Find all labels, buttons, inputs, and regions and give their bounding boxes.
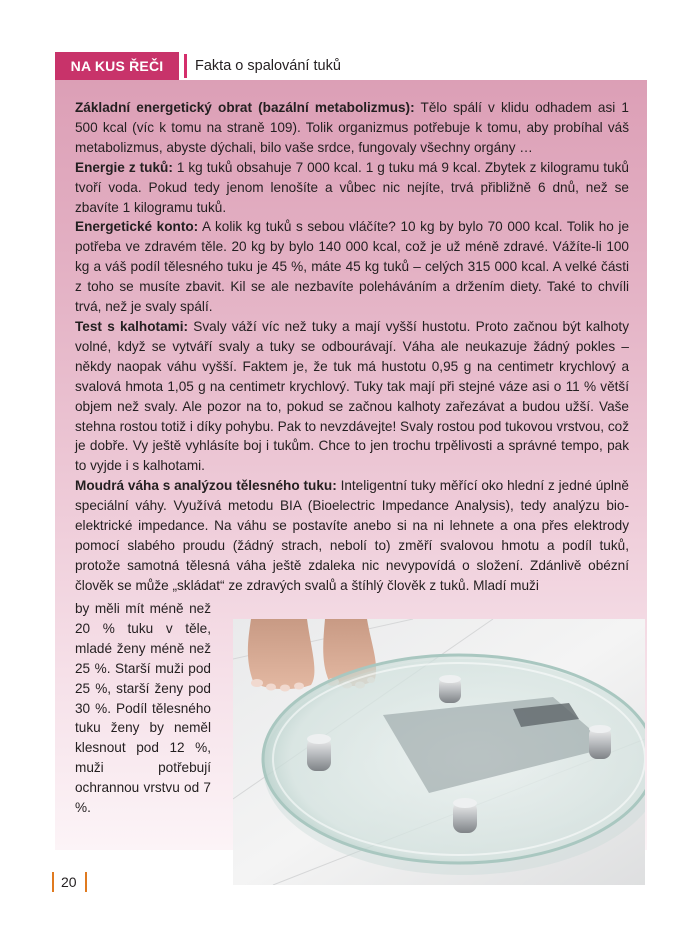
section-paragraph <box>75 98 629 158</box>
section-heading: Energie z tuků: <box>75 159 173 175</box>
section-paragraph <box>75 476 629 595</box>
article-body <box>75 98 629 596</box>
side-text-column <box>75 599 211 818</box>
section-text: Inteligentní tuky měřící oko hlední z jedné úplně speciální váhy. Využívá metodu BIA (Bioelectric Impedance Analysis), tedy analýzu bio-elektrické impedance. Na váhu se postavíte anebo si na ni lehnete a ona přes elektrody pomocí slabého proudu (žádný strach, nebolí to) změří svalovou hmotu a podíl tuků, protože samotná tělesná váha ještě zdaleka nic nevypovídá o složení. Zdánlivě obézní člověk se může „skládat“ ze zdravých svalů a štíhlý člověk z tuků. Mladí muži <box>75 478 629 593</box>
section-text: A kolik kg tuků s sebou vláčíte? 10 kg by bylo 70 000 kcal. Tolik ho je potřeba ve zdravém těle. 20 kg by bylo 140 000 kcal, což je už méně zdravé. Vážíte-li 100 kg a váš podíl tělesného tuku je 45 %, máte 45 kg tuků – celých 315 000 kcal. A velké části z toho se musíte zbavit. Kil se ale nezbavíte poleháváním a držením diety. Také to chvíli trvá, než je svaly spálí. <box>75 219 630 315</box>
section-text: Tělo spálí v klidu odhadem asi 1 500 kcal (víc k tomu na straně 109). Tolik organizmus potřebuje k tomu, aby probíhal váš metabolizmus, abyste dýchali, bilo vaše srdce, fungovaly všechny orgány … <box>75 100 629 155</box>
page-number-bar-right <box>85 872 87 892</box>
section-heading: Základní energetický obrat (bazální metabolizmus): <box>75 100 415 115</box>
page-title: Fakta o spalování tuků <box>195 58 341 74</box>
section-tag: NA KUS ŘEČI <box>55 52 179 80</box>
chapter-header <box>55 52 647 80</box>
header-divider <box>184 54 187 78</box>
section-heading: Moudrá váha s analýzou tělesného tuku: <box>75 478 337 494</box>
side-text: by měli mít méně než 20 % tuku v těle, mladé ženy méně než 25 %. Starší muži pod 25 %, starší ženy pod 30 %. Podíl tělesného tuku ženy by neměl klesnout pod 12 %, muži potřebují ochrannou vrstvu od 7 %. <box>75 601 211 816</box>
content-panel <box>55 80 647 850</box>
page-number-text: 20 <box>61 874 77 890</box>
scale-photo <box>233 619 645 885</box>
section-heading: Test s kalhotami: <box>75 318 189 334</box>
section-paragraph <box>75 158 629 218</box>
section-text: Svaly váží víc než tuky a mají vyšší hustotu. Proto začnou být kalhoty volné, když se vytváří svaly a tuky se odbourávají. Váha ale neukazuje žádný pokles – někdy naopak váhu vyšší. Faktem je, že tuk má hustotu 0,95 g na centimetr krychlový a svalová hmota 1,05 g na centimetr krychlový. Tuky tak mají při stejné váze asi o 11 % větší objem než svaly. Ale pozor na to, pokud se začnou kalhoty zařezávat a budou užší. Vaše stehna rostou totiž i díky pohybu. Pak to nevzdávejte! Svaly rostou pod tukovou vrstvou, což je dobře. Vy ještě vyhlásíte boj i tukům. Chce to jen trochu trpělivosti a správné tempo, pak to vyjde i s kalhotami. <box>75 318 630 474</box>
section-text: 1 kg tuků obsahuje 7 000 kcal. 1 g tuku má 9 kcal. Zbytek z kilogramu tuků tvoří voda. Pokud tedy jenom lenošíte a vůbec nic nejíte, trvá přibližně 6 dnů, než se zbavíte 1 kilogramu tuků. <box>75 159 629 215</box>
page-number-bar-left <box>52 872 54 892</box>
section-heading: Energetické konto: <box>75 219 199 235</box>
section-paragraph <box>75 317 629 476</box>
section-paragraph <box>75 217 629 317</box>
